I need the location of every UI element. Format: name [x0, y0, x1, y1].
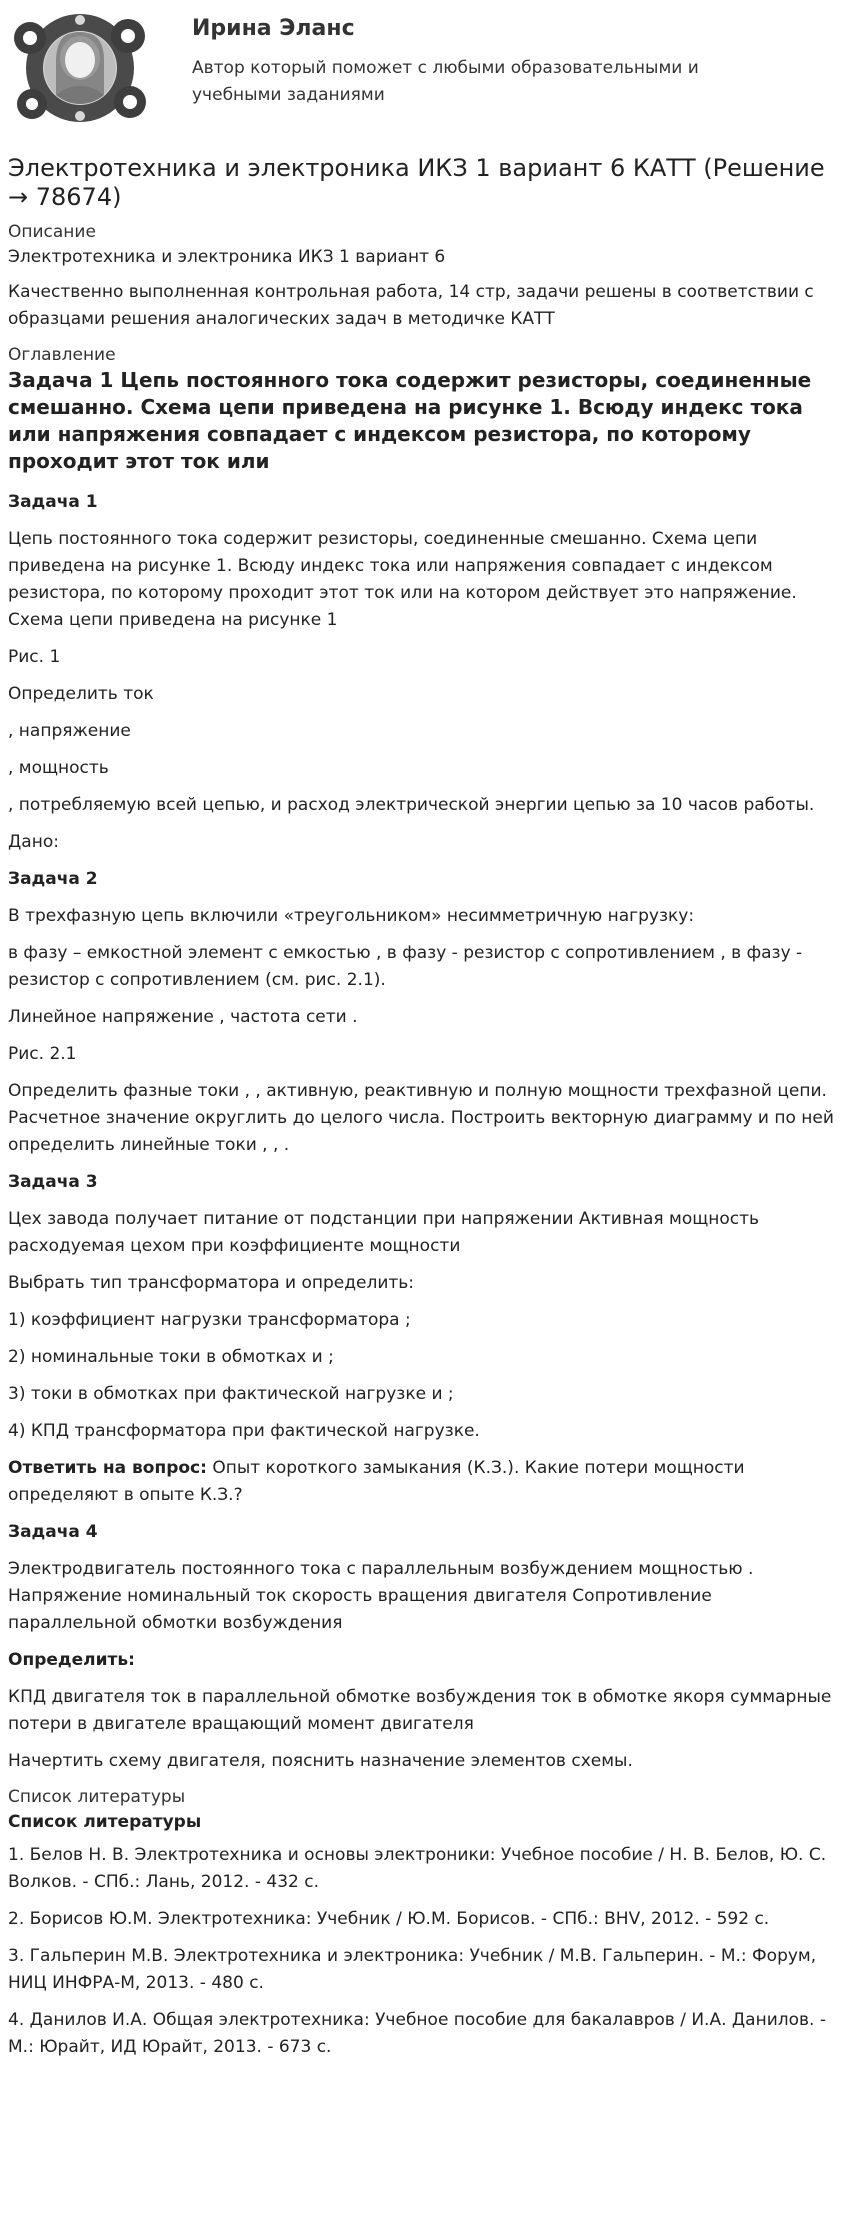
author-name[interactable]: Ирина Эланс [192, 16, 355, 41]
task-1-text: , мощность [8, 758, 109, 778]
task-3-list-item: 1) коэффициент нагрузки трансформатора ; [8, 1310, 411, 1330]
task-1-heading: Задача 1 [8, 492, 98, 512]
author-card [8, 0, 837, 134]
task-3-list-item: 3) токи в обмотках при фактической нагрузке и ; [8, 1384, 454, 1404]
page-title: Электротехника и электроника ИКЗ 1 вариант 6 КАТТ (Решение → 78674) [8, 154, 825, 211]
task-3-question [8, 1455, 837, 1509]
bibliography-item: 1. Белов Н. В. Электротехника и основы электроники: Учебное пособие / Н. В. Белов, Ю. С. Волков. - СПб.: Лань, 2012. - 432 с. [8, 1845, 827, 1892]
task-2-heading: Задача 2 [8, 869, 98, 889]
task-4-text: КПД двигателя ток в параллельной обмотке возбуждения ток в обмотке якоря суммарные потери в двигателе вращающий момент двигателя [8, 1687, 832, 1734]
bibliography-heading: Список литературы [8, 1812, 202, 1832]
task-3-list-item: 2) номинальные токи в обмотках и ; [8, 1347, 334, 1367]
description-line-1: Электротехника и электроника ИКЗ 1 вариант 6 [8, 247, 446, 267]
description-line-2: Качественно выполненная контрольная работа, 14 стр, задачи решены в соответствии с образцами решения аналогических задач в методичке КАТТ [8, 282, 814, 329]
task-1-figure-caption: Рис. 1 [8, 647, 61, 667]
task-4-text: Электродвигатель постоянного тока с параллельным возбуждением мощностью . Напряжение номинальный ток скорость вращения двигателя Сопротивление параллельной обмотки возбуждения [8, 1559, 754, 1633]
task-4-define-heading: Определить: [8, 1650, 135, 1670]
task-3-list-item: 4) КПД трансформатора при фактической нагрузке. [8, 1421, 480, 1441]
toc-heading: Задача 1 Цепь постоянного тока содержит резисторы, соединенные смешанно. Схема цепи приведена на рисунке 1. Всюду индекс тока или напряжения совпадает с индексом резистора, по которому проходит этот ток или [8, 368, 812, 473]
task-2-text: В трехфазную цепь включили «треугольником» несимметричную нагрузку: [8, 906, 695, 926]
task-2-text: Линейное напряжение , частота сети . [8, 1007, 358, 1027]
task-2-text: в фазу – емкостной элемент с емкостью , в фазу - резистор с сопротивлением , в фазу - резистор с сопротивлением (см. рис. 2.1). [8, 943, 803, 990]
task-1-given: Дано: [8, 832, 59, 852]
task-3-text: Цех завода получает питание от подстанции при напряжении Активная мощность расходуемая цехом при коэффициенте мощности [8, 1209, 760, 1256]
task-3-question-label: Ответить на вопрос: [8, 1458, 207, 1478]
task-3-question-text: Опыт короткого замыкания (К.З.). Какие потери мощности определяют в опыте К.З.? [8, 1458, 745, 1505]
task-1-text: , напряжение [8, 721, 131, 741]
task-1-text: Определить ток [8, 684, 154, 704]
bibliography-item: 4. Данилов И.А. Общая электротехника: Учебное пособие для бакалавров / И.А. Данилов. - М.: Юрайт, ИД Юрайт, 2013. - 673 с. [8, 2010, 826, 2057]
toc-label: Оглавление [8, 345, 116, 365]
bibliography-item: 2. Борисов Ю.М. Электротехника: Учебник / Ю.М. Борисов. - СПб.: BHV, 2012. - 592 с. [8, 1909, 770, 1929]
task-4-heading: Задача 4 [8, 1522, 98, 1542]
bibliography-item: 3. Гальперин М.В. Электротехника и электроника: Учебник / М.В. Гальперин. - М.: Форум, НИЦ ИНФРА-М, 2013. - 480 с. [8, 1946, 817, 1993]
task-1-text: Цепь постоянного тока содержит резисторы, соединенные смешанно. Схема цепи приведена на рисунке 1. Всюду индекс тока или напряжения совпадает с индексом резистора, по которому проходит этот ток или на котором действует это напряжение. Схема цепи приведена на рисунке 1 [8, 529, 797, 630]
task-1-text: , потребляемую всей цепью, и расход электрической энергии цепью за 10 часов работы. [8, 795, 815, 815]
task-2-text: Определить фазные токи , , активную, реактивную и полную мощности трехфазной цепи. Расчетное значение округлить до целого числа. Построить векторную диаграмму и по ней определить линейные токи , , . [8, 1081, 834, 1155]
task-2-figure-caption: Рис. 2.1 [8, 1044, 77, 1064]
description-label: Описание [8, 222, 96, 242]
bibliography-label: Список литературы [8, 1787, 186, 1807]
film-reel-avatar-icon [8, 8, 158, 126]
author-info [158, 8, 792, 109]
task-4-text: Начертить схему двигателя, пояснить назначение элементов схемы. [8, 1751, 633, 1771]
author-description: Автор который поможет с любыми образовательными и учебными заданиями [192, 58, 699, 105]
task-3-text: Выбрать тип трансформатора и определить: [8, 1273, 415, 1293]
avatar[interactable] [8, 8, 158, 126]
task-3-heading: Задача 3 [8, 1172, 98, 1192]
